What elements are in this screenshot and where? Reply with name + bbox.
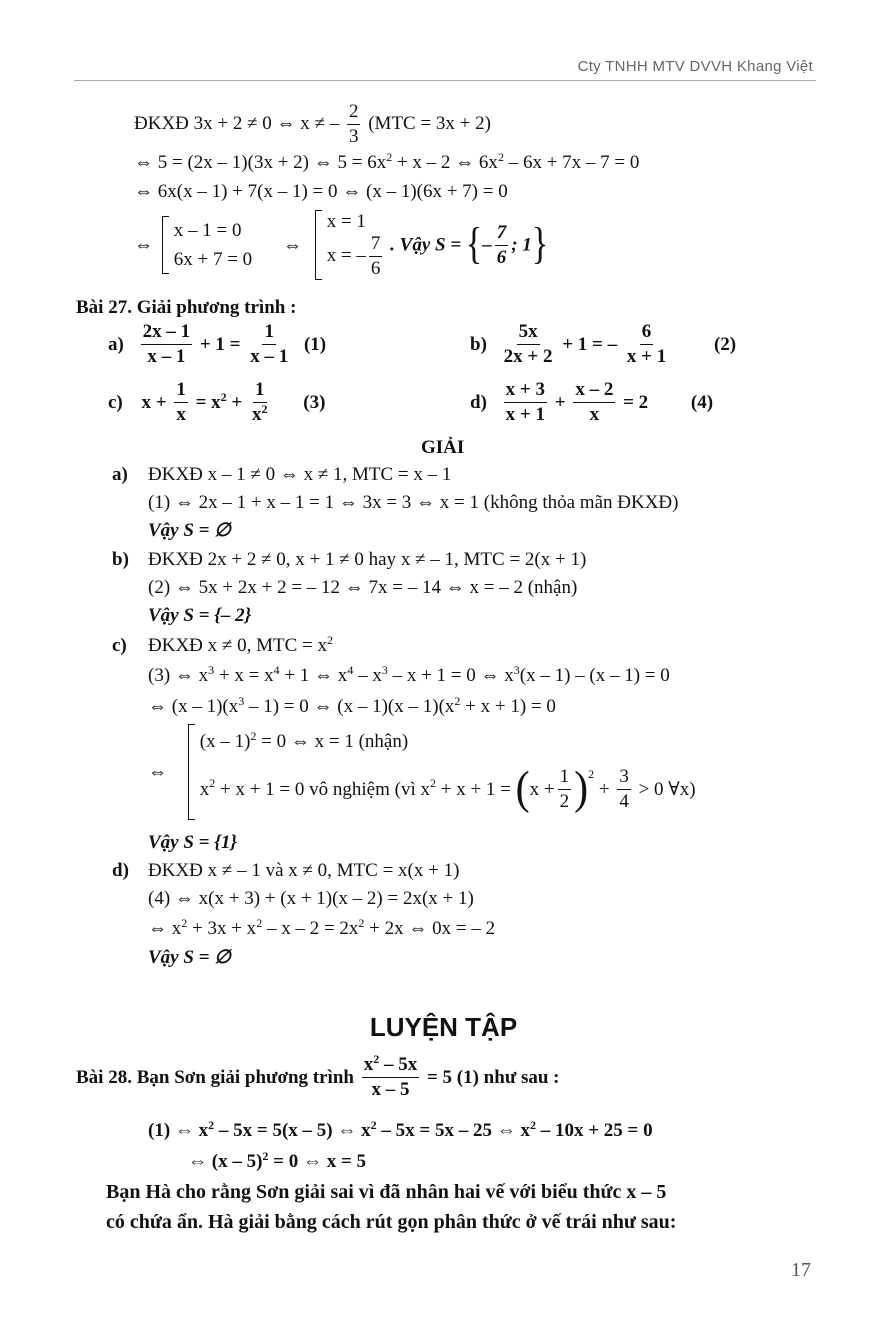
problem-28-para2: có chứa ẩn. Hà giải bằng cách rút gọn phân thức ở vế trái như sau: (106, 1211, 677, 1233)
sol-c-2: (3) ⇔ $x^3 + x = x^4 + 1$ ⇔ $x^4 - x^3 - x + 1 = 0$ ⇔ $x^3(x - 1) - (x - 1) = 0$ (148, 663, 670, 686)
problem-27-heading: Bài 27. Giải phương trình : (76, 297, 297, 318)
sol-d-label: d) (112, 860, 129, 881)
sol-d-4: Vậy S = ∅ (148, 947, 231, 968)
line-dkxd: ĐKXĐ 3x + 2 ≠ 0 ⇔ x ≠ – $\frac{2}{3}$ (MTC = 3x + 2) (134, 101, 491, 147)
section-title: LUYỆN TẬP (369, 1012, 518, 1042)
problem-27b: b) $\frac{5x}{2x + 2}$ + 1 = – $\frac{6}{x + 1}$ (2) (470, 321, 737, 367)
problem-27a: a) $\frac{2x - 1}{x - 1}$ + 1 = $\frac{1}{x - 1}$ (1) (108, 321, 327, 367)
sol-c-1: ĐKXĐ x ≠ 0, MTC = $x^2$ (148, 633, 333, 656)
sol-b-label: b) (112, 549, 129, 570)
header-rule (74, 80, 816, 81)
sol-d-2: (4) ⇔ x(x + 3) + (x + 1)(x – 2) = 2x(x + 1) (148, 888, 474, 909)
page-number: 17 (791, 1259, 811, 1281)
sol-d-1: ĐKXĐ x ≠ – 1 và x ≠ 0, MTC = x(x + 1) (148, 860, 460, 881)
problem-27d: d) $\frac{x + 3}{x + 1}$ + $\frac{x - 2}{x}$ = 2 (4) (470, 379, 714, 425)
problem-28: Bài 28. Bạn Sơn giải phương trình $\frac{x^2 - 5x}{x - 5}$ = 5 (1) như sau : (76, 1052, 560, 1100)
sol-b-3: Vậy S = {– 2} (148, 605, 252, 626)
problem-28-line1: (1) ⇔ $x^2 - 5x = 5(x - 5)$ ⇔ $x^2 - 5x = 5x - 25$ ⇔ $x^2 - 10x + 25 = 0$ (148, 1118, 653, 1141)
sol-c-label: c) (112, 635, 127, 656)
sol-a-3: Vậy S = ∅ (148, 520, 231, 541)
solution-heading: GIẢI (421, 437, 465, 458)
problem-28-para1: Bạn Hà cho rằng Sơn giải sai vì đã nhân hai vế với biểu thức x – 5 (106, 1181, 667, 1203)
sol-a-label: a) (112, 464, 128, 485)
sol-b-1: ĐKXĐ 2x + 2 ≠ 0, x + 1 ≠ 0 hay x ≠ – 1, MTC = 2(x + 1) (148, 549, 587, 570)
page-header: Cty TNHH MTV DVVH Khang Việt (577, 58, 813, 75)
line-expand: ⇔ 5 = (2x – 1)(3x + 2) ⇔ $5 = 6x^2 + x - 2$ ⇔ $6x^2 - 6x + 7x - 7 = 0$ (134, 150, 640, 173)
sol-c-3: ⇔ $(x - 1)(x^3 - 1) = 0$ ⇔ $(x - 1)(x - 1)(x^2 + x + 1) = 0$ (148, 694, 556, 717)
sol-a-1: ĐKXĐ x – 1 ≠ 0 ⇔ x ≠ 1, MTC = x – 1 (148, 464, 452, 485)
problem-27c: c) x + $\frac{1}{x}$ = $x^2$ + $\frac{1}{x^2}$ (3) (108, 379, 326, 425)
sol-a-2: (1) ⇔ 2x – 1 + x – 1 = 1 ⇔ 3x = 3 ⇔ x = 1 (không thỏa mãn ĐKXĐ) (148, 492, 679, 513)
line-system: ⇔ x – 1 = 0 6x + 7 = 0 ⇔ x = 1 x = – $\frac{7}{6}$ . Vậy S = {– $\frac{7}{6}$ ; 1} (134, 210, 549, 279)
sol-c-system: ⇔ (x – 1)$^2$ = 0 ⇔ x = 1 (nhận) $x^2 + x + 1 = 0$ vô nghiệm (vì $x^2 + x + 1 = (x$ + $\frac{1}{2}$ )$^2$ + $\frac{3}{4}$ > 0 ∀x) (148, 724, 696, 820)
problem-28-line2: ⇔ (x – 5)$^2$ = 0 ⇔ x = 5 (188, 1149, 367, 1172)
sol-b-2: (2) ⇔ 5x + 2x + 2 = – 12 ⇔ 7x = – 14 ⇔ x = – 2 (nhận) (148, 577, 578, 598)
sol-c-5: Vậy S = {1} (148, 832, 237, 853)
sol-d-3: ⇔ $x^2 + 3x + x^2 - x - 2 = 2x^2 + 2x$ ⇔ 0x = – 2 (148, 916, 496, 939)
line-factor: ⇔ 6x(x – 1) + 7(x – 1) = 0 ⇔ (x – 1)(6x + 7) = 0 (134, 181, 508, 202)
